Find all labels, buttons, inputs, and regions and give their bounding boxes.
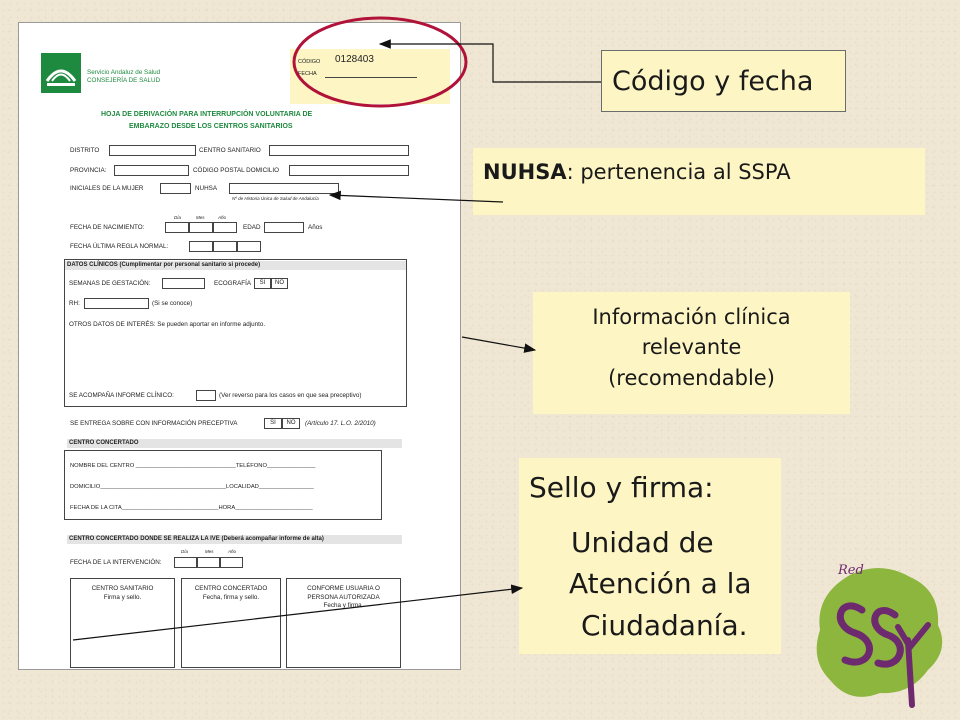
callout-nuhsa-bold: NUHSA xyxy=(483,160,567,184)
codigo-postal-label: CÓDIGO POSTAL DOMICILIO xyxy=(193,167,280,174)
signature-title: CENTRO CONCERTADO xyxy=(194,585,268,592)
fecha-nacimiento-label: FECHA DE NACIMIENTO: xyxy=(70,224,145,231)
red-ssyr-logo xyxy=(800,555,950,715)
date-label: FECHA xyxy=(298,71,317,77)
ive-fecha-label: FECHA DE LA INTERVENCIÓN: xyxy=(70,559,162,566)
signature-title: CENTRO SANITARIO xyxy=(91,585,154,592)
sobre-label: SE ENTREGA SOBRE CON INFORMACIÓN PRECEPTIVA xyxy=(70,420,238,427)
code-label: CÓDIGO xyxy=(298,59,321,65)
clinical-title: DATOS CLÍNICOS (Cumplimentar por personal sanitario si procede) xyxy=(65,261,406,270)
fecha-regla-label: FECHA ÚLTIMA REGLA NORMAL: xyxy=(70,243,169,250)
callout-sello-line4: Ciudadanía. xyxy=(581,609,748,642)
rh-note: (Si se conoce) xyxy=(152,300,193,307)
callout-sello-line3: Atención a la xyxy=(569,567,752,600)
code-value: 0128403 xyxy=(335,54,374,65)
ive-anio-label: Año xyxy=(228,549,237,554)
arrow-sello xyxy=(73,588,522,640)
iniciales-label: INICIALES DE LA MUJER xyxy=(70,185,144,192)
anio-label: Año xyxy=(218,215,227,220)
arrow-codigo xyxy=(380,44,601,82)
callout-sello-line2: Unidad de xyxy=(571,526,714,559)
provincia-label: PROVINCIA: xyxy=(70,167,107,174)
red-ssyr-logo-icon xyxy=(800,555,950,715)
ive-dia-label: Día xyxy=(181,549,189,554)
form-title-line2: EMBARAZO DESDE LOS CENTROS SANITARIOS xyxy=(129,123,293,130)
sobre-si[interactable]: SI xyxy=(264,418,282,429)
ecografia-label: ECOGRAFÍA xyxy=(214,280,252,287)
code-highlight-ellipse xyxy=(294,18,466,106)
mes-label: Mes xyxy=(196,215,205,220)
centro-sanitario-label: CENTRO SANITARIO xyxy=(199,147,261,154)
callout-clinica-line2: relevante xyxy=(641,335,742,360)
dia-label: Día xyxy=(174,215,182,220)
semanas-label: SEMANAS DE GESTACIÓN: xyxy=(69,280,151,287)
concertado-title: CENTRO CONCERTADO xyxy=(67,439,402,448)
arrow-nuhsa xyxy=(330,195,503,202)
org-department: CONSEJERÍA DE SALUD xyxy=(87,77,161,84)
concertado-domicilio: DOMICILIO_______________________________________LOCALIDAD_________________ xyxy=(70,484,314,490)
form-title-line1: HOJA DE DERIVACIÓN PARA INTERRUPCIÓN VOLUNTARIA DE xyxy=(101,111,313,118)
ive-mes-label: Mes xyxy=(205,549,214,554)
sobre-no[interactable]: NO xyxy=(282,418,300,429)
callout-sello-line1: Sello y firma: xyxy=(529,471,714,504)
callout-clinica-line1: Información clínica xyxy=(592,305,791,329)
otros-datos-label: OTROS DATOS DE INTERÉS: Se pueden aportar en informe adjunto. xyxy=(69,321,266,328)
ive-title: CENTRO CONCERTADO DONDE SE REALIZA LA IVE (Deberá acompañar informe de alta) xyxy=(67,535,402,544)
concertado-nombre: NOMBRE DEL CENTRO _______________________________TELÉFONO_______________ xyxy=(70,463,316,469)
callout-nuhsa-rest: : pertenencia al SSPA xyxy=(566,160,791,184)
sobre-note: (Artículo 17. L.O. 2/2010) xyxy=(305,420,376,427)
rh-label: RH: xyxy=(69,300,80,307)
distrito-label: DISTRITO xyxy=(70,147,100,154)
org-name: Servicio Andaluz de Salud xyxy=(87,69,161,76)
signature-title-2: PERSONA AUTORIZADA xyxy=(307,593,380,601)
logo-letters xyxy=(800,555,801,556)
concertado-fecha-cita: FECHA DE LA CITA______________________________HORA________________________ xyxy=(70,505,313,511)
anos-label: Años xyxy=(308,224,323,231)
ecografia-no[interactable]: NO xyxy=(271,278,288,289)
callout-codigo-text: Código y fecha xyxy=(612,66,814,97)
nuhsa-label: NUHSA xyxy=(195,185,218,192)
signature-instruction: Fecha, firma y sello. xyxy=(202,593,260,601)
logo-red-text: Red xyxy=(838,563,864,578)
informe-label: SE ACOMPAÑA INFORME CLÍNICO: xyxy=(69,392,174,399)
signature-instruction: Firma y sello. xyxy=(103,593,142,601)
edad-label: EDAD xyxy=(243,224,261,231)
signature-instruction: Fecha y firma. xyxy=(323,602,364,609)
ecografia-si[interactable]: SI xyxy=(254,278,271,289)
informe-note: (Ver reverso para los casos en que sea preceptivo) xyxy=(219,392,362,399)
arrow-clinica xyxy=(462,337,535,350)
callout-clinica-line3: (recomendable) xyxy=(608,365,775,390)
signature-title: CONFORME USUARIA O xyxy=(307,585,380,592)
nuhsa-note: Nº de Historia Única de Salud de Andalucía xyxy=(232,196,319,201)
